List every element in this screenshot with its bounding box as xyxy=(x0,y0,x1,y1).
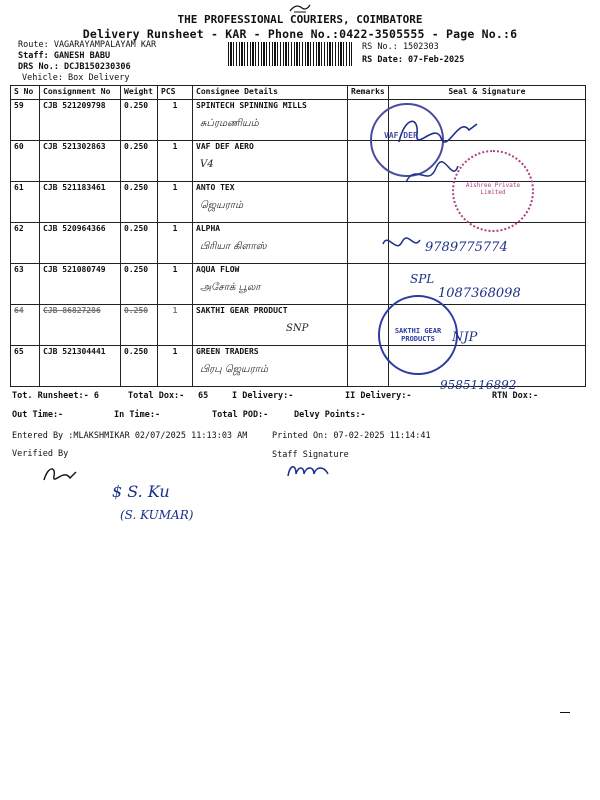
staff-signature-mark xyxy=(284,460,334,484)
drs-number: DRS No.: DCJB150230306 xyxy=(18,62,131,72)
cell-weight: 0.250 xyxy=(121,305,158,346)
printed-on: Printed On: 07-02-2025 11:14:41 xyxy=(272,431,431,441)
stamp-1-text: VAF DEF xyxy=(384,131,418,140)
rtn-dox-label: RTN Dox:- xyxy=(492,391,539,401)
cell-consignee xyxy=(193,305,348,346)
company-stamp-2 xyxy=(452,150,534,232)
runsheet-table xyxy=(10,85,586,387)
cell-sno: 60 xyxy=(11,141,40,182)
in-time-label: In Time:- xyxy=(114,410,161,420)
col-consignment: Consignment No xyxy=(40,86,121,100)
stamp-2-text: Aishree Private Limited xyxy=(465,182,521,196)
staff-label: Staff: GANESH BABU xyxy=(18,51,111,61)
cell-sno: 64 xyxy=(11,305,40,346)
cell-consignment: CJB 521080749 xyxy=(40,264,121,305)
cell-consignee xyxy=(193,182,348,223)
delvy-points-label: Delvy Points:- xyxy=(294,410,366,420)
receiver-note: ஜெயராம் xyxy=(200,200,244,211)
handwritten-phone-65: 9585116892 xyxy=(440,378,517,392)
total-dox-label: Total Dox:- xyxy=(128,391,185,401)
total-pod-label: Total POD:- xyxy=(212,410,269,420)
rs-date: RS Date: 07-Feb-2025 xyxy=(362,55,465,65)
signature-row-61 xyxy=(402,160,462,190)
table-row xyxy=(11,100,586,141)
total-dox-value: 65 xyxy=(198,391,209,401)
cell-consignment: CJB 86827286 xyxy=(40,305,121,346)
consignee-name: GREEN TRADERS xyxy=(196,347,259,356)
cell-weight: 0.250 xyxy=(121,182,158,223)
col-sno: S No xyxy=(11,86,40,100)
verified-by-label: Verified By xyxy=(12,449,69,459)
consignee-name: SAKTHI GEAR PRODUCT xyxy=(196,306,288,315)
consignee-name: AQUA FLOW xyxy=(196,265,240,274)
receiver-note: பிரபு ஜெயராம் xyxy=(200,364,269,375)
verified-by-signature xyxy=(40,462,80,486)
consignee-name: ALPHA xyxy=(196,224,221,233)
cell-remarks xyxy=(348,182,389,223)
consignee-name: ANTO TEX xyxy=(196,183,235,192)
tot-runsheet: Tot. Runsheet:- 6 xyxy=(12,391,99,401)
handwritten-phone-62: 9789775774 xyxy=(425,240,508,255)
receiver-note: பிரியா கிளாஸ் xyxy=(200,241,267,252)
cell-pcs: 1 xyxy=(158,100,193,141)
cell-sno: 65 xyxy=(11,346,40,387)
route-label: Route: VAGARAYAMPALAYAM KAR xyxy=(18,40,157,50)
cell-sno: 62 xyxy=(11,223,40,264)
cell-pcs: 1 xyxy=(158,141,193,182)
cell-sno: 59 xyxy=(11,100,40,141)
cell-weight: 0.250 xyxy=(121,264,158,305)
i-delivery-label: I Delivery:- xyxy=(232,391,294,401)
receiver-note: SNP xyxy=(286,323,309,334)
cell-consignee xyxy=(193,346,348,387)
handwritten-sig-64: NJP xyxy=(452,330,478,345)
cell-pcs: 1 xyxy=(158,223,193,264)
cell-weight: 0.250 xyxy=(121,223,158,264)
col-weight: Weight xyxy=(121,86,158,100)
cell-consignment: CJB 521304441 xyxy=(40,346,121,387)
cell-consignment: CJB 521183461 xyxy=(40,182,121,223)
table-row-cancelled xyxy=(11,305,586,346)
vehicle-label: Vehicle: Box Delivery xyxy=(22,73,130,83)
cell-pcs: 1 xyxy=(158,264,193,305)
cell-sno: 63 xyxy=(11,264,40,305)
barcode xyxy=(228,42,352,66)
cell-weight: 0.250 xyxy=(121,100,158,141)
table-header-row xyxy=(11,86,586,100)
cell-consignee xyxy=(193,100,348,141)
cell-consignee xyxy=(193,264,348,305)
entered-by: Entered By :MLAKSHMIKAR 02/07/2025 11:13:03 AM xyxy=(12,431,248,441)
cell-sno: 61 xyxy=(11,182,40,223)
document-title: Delivery Runsheet - KAR - Phone No.:0422-3505555 - Page No.:6 xyxy=(82,27,518,41)
cell-consignee xyxy=(193,141,348,182)
company-name: THE PROFESSIONAL COURIERS, COIMBATORE xyxy=(177,13,423,26)
receiver-note: V4 xyxy=(200,159,214,170)
receiver-note: சுப்ரமணியம் xyxy=(200,118,259,129)
checker-signature: $ S. Ku xyxy=(112,482,170,501)
signature-row-62 xyxy=(380,232,424,254)
rs-number: RS No.: 1502303 xyxy=(362,42,439,52)
company-stamp-3 xyxy=(378,295,458,375)
ii-delivery-label: II Delivery:- xyxy=(345,391,412,401)
checker-name: (S. KUMAR) xyxy=(120,508,194,522)
handwritten-sig-63: SPL xyxy=(410,272,435,286)
cell-consignment: CJB 520964366 xyxy=(40,223,121,264)
cell-consignee xyxy=(193,223,348,264)
col-seal-signature: Seal & Signature xyxy=(388,86,585,100)
consignee-name: SPINTECH SPINNING MILLS xyxy=(196,101,307,110)
cell-consignment: CJB 521302863 xyxy=(40,141,121,182)
receiver-note: அசோக் பூலா xyxy=(200,282,261,293)
consignee-name: VAF DEF AERO xyxy=(196,142,254,151)
cell-consignment: CJB 521209798 xyxy=(40,100,121,141)
stamp-3-text: SAKTHI GEAR PRODUCTS xyxy=(394,327,442,343)
cell-pcs: 1 xyxy=(158,305,193,346)
cell-weight: 0.250 xyxy=(121,141,158,182)
handwritten-phone-63: 1087368098 xyxy=(438,286,521,301)
col-remarks: Remarks xyxy=(348,86,389,100)
cell-pcs: 1 xyxy=(158,346,193,387)
col-pcs: PCS xyxy=(158,86,193,100)
signature-row-59 xyxy=(395,112,485,152)
page-mark xyxy=(560,712,570,713)
col-consignee: Consignee Details xyxy=(193,86,348,100)
cell-remarks xyxy=(348,264,389,305)
cell-weight: 0.250 xyxy=(121,346,158,387)
out-time-label: Out Time:- xyxy=(12,410,64,420)
staff-signature-label: Staff Signature xyxy=(272,450,349,460)
cell-pcs: 1 xyxy=(158,182,193,223)
